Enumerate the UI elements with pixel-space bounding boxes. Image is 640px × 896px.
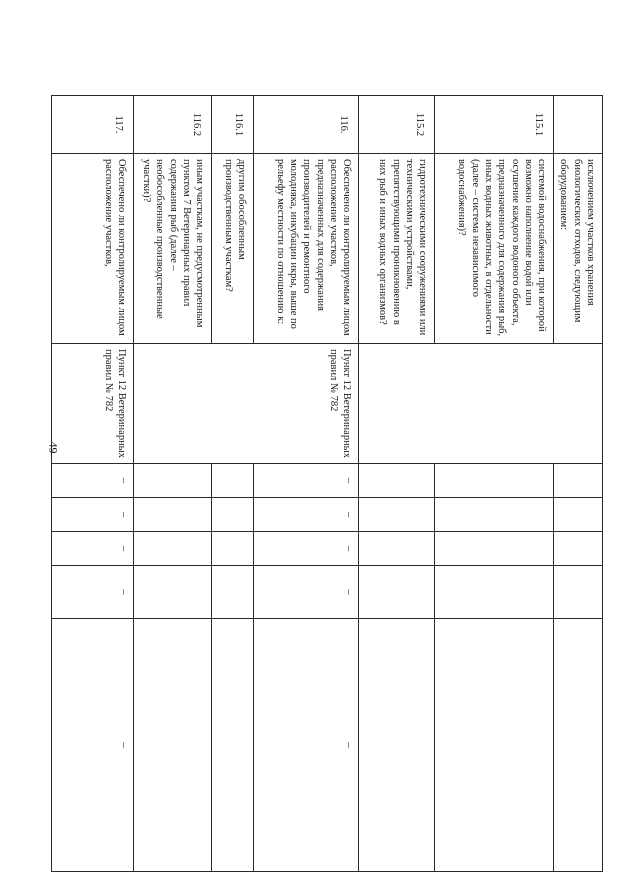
answer-no-cell	[212, 498, 254, 532]
answer-extra-cell	[554, 566, 603, 619]
note-cell	[212, 619, 254, 872]
question-cell: Обеспечено ли контролируемым лицом расположение участков, предназначенных для содержания производителей и ремонтного молодняка, инкубации икры, выше по рельефу местности по отношению к:	[254, 154, 359, 344]
table-row	[52, 96, 134, 872]
reference-cell	[359, 344, 603, 464]
answer-na-cell: –	[52, 532, 134, 566]
answer-extra-cell	[212, 566, 254, 619]
answer-yes-cell	[554, 464, 603, 498]
answer-na-cell	[359, 532, 435, 566]
note-cell	[554, 619, 603, 872]
answer-na-cell	[554, 532, 603, 566]
question-cell: Обеспечено ли контролируемым лицом расположение участков,	[52, 154, 134, 344]
answer-no-cell	[554, 498, 603, 532]
note-cell	[435, 619, 554, 872]
reference-cell: Пункт 12 Ветеринарных правил № 782	[52, 344, 134, 464]
table-row	[212, 96, 254, 872]
answer-extra-cell	[134, 566, 212, 619]
row-number	[554, 96, 603, 154]
answer-extra-cell: –	[52, 566, 134, 619]
checklist-table	[51, 95, 603, 872]
answer-no-cell	[359, 498, 435, 532]
table-row	[134, 96, 212, 872]
table-row	[359, 96, 435, 872]
row-number: 116.2	[134, 96, 212, 154]
note-cell: –	[254, 619, 359, 872]
note-cell	[134, 619, 212, 872]
answer-na-cell	[134, 532, 212, 566]
answer-na-cell	[435, 532, 554, 566]
answer-extra-cell: –	[254, 566, 359, 619]
reference-cell: Пункт 12 Ветеринарных правил № 782	[134, 344, 359, 464]
question-cell: исключением участков хранения биологических отходов, следующим оборудованием:	[554, 154, 603, 344]
answer-na-cell	[212, 532, 254, 566]
answer-na-cell: –	[254, 532, 359, 566]
row-number: 117.	[52, 96, 134, 154]
question-cell: иным участкам, не предусмотренным пунктом 7 Ветеринарных правил содержания рыб (далее – необособленные производственные участки)?	[134, 154, 212, 344]
question-cell: другим обособленным производственным участкам?	[212, 154, 254, 344]
row-number: 116.1	[212, 96, 254, 154]
answer-yes-cell: –	[254, 464, 359, 498]
answer-no-cell	[435, 498, 554, 532]
question-cell: системой водоснабжения, при которой возможно наполнение водой или осушение каждого водоного объекта, предназначенного для содержания рыб, иных водных животных, в отдельности (далее – система независимого водоснабжения)?	[435, 154, 554, 344]
page-number: 49	[46, 441, 61, 454]
answer-yes-cell: –	[52, 464, 134, 498]
row-number: 116.	[254, 96, 359, 154]
table-row	[435, 96, 554, 872]
answer-no-cell: –	[254, 498, 359, 532]
answer-yes-cell	[212, 464, 254, 498]
table-row	[254, 96, 359, 872]
row-number: 115.1	[435, 96, 554, 154]
answer-no-cell: –	[52, 498, 134, 532]
answer-yes-cell	[359, 464, 435, 498]
answer-extra-cell	[435, 566, 554, 619]
answer-no-cell	[134, 498, 212, 532]
note-cell	[359, 619, 435, 872]
answer-yes-cell	[435, 464, 554, 498]
rotated-table-wrapper	[73, 95, 603, 871]
note-cell: –	[52, 619, 134, 872]
answer-extra-cell	[359, 566, 435, 619]
question-cell: гидротехническими сооружениями или техническими устройствами, препятствующими проникновению в них рыб и иных водных организмов?	[359, 154, 435, 344]
table-row	[554, 96, 603, 872]
answer-yes-cell	[134, 464, 212, 498]
row-number: 115.2	[359, 96, 435, 154]
